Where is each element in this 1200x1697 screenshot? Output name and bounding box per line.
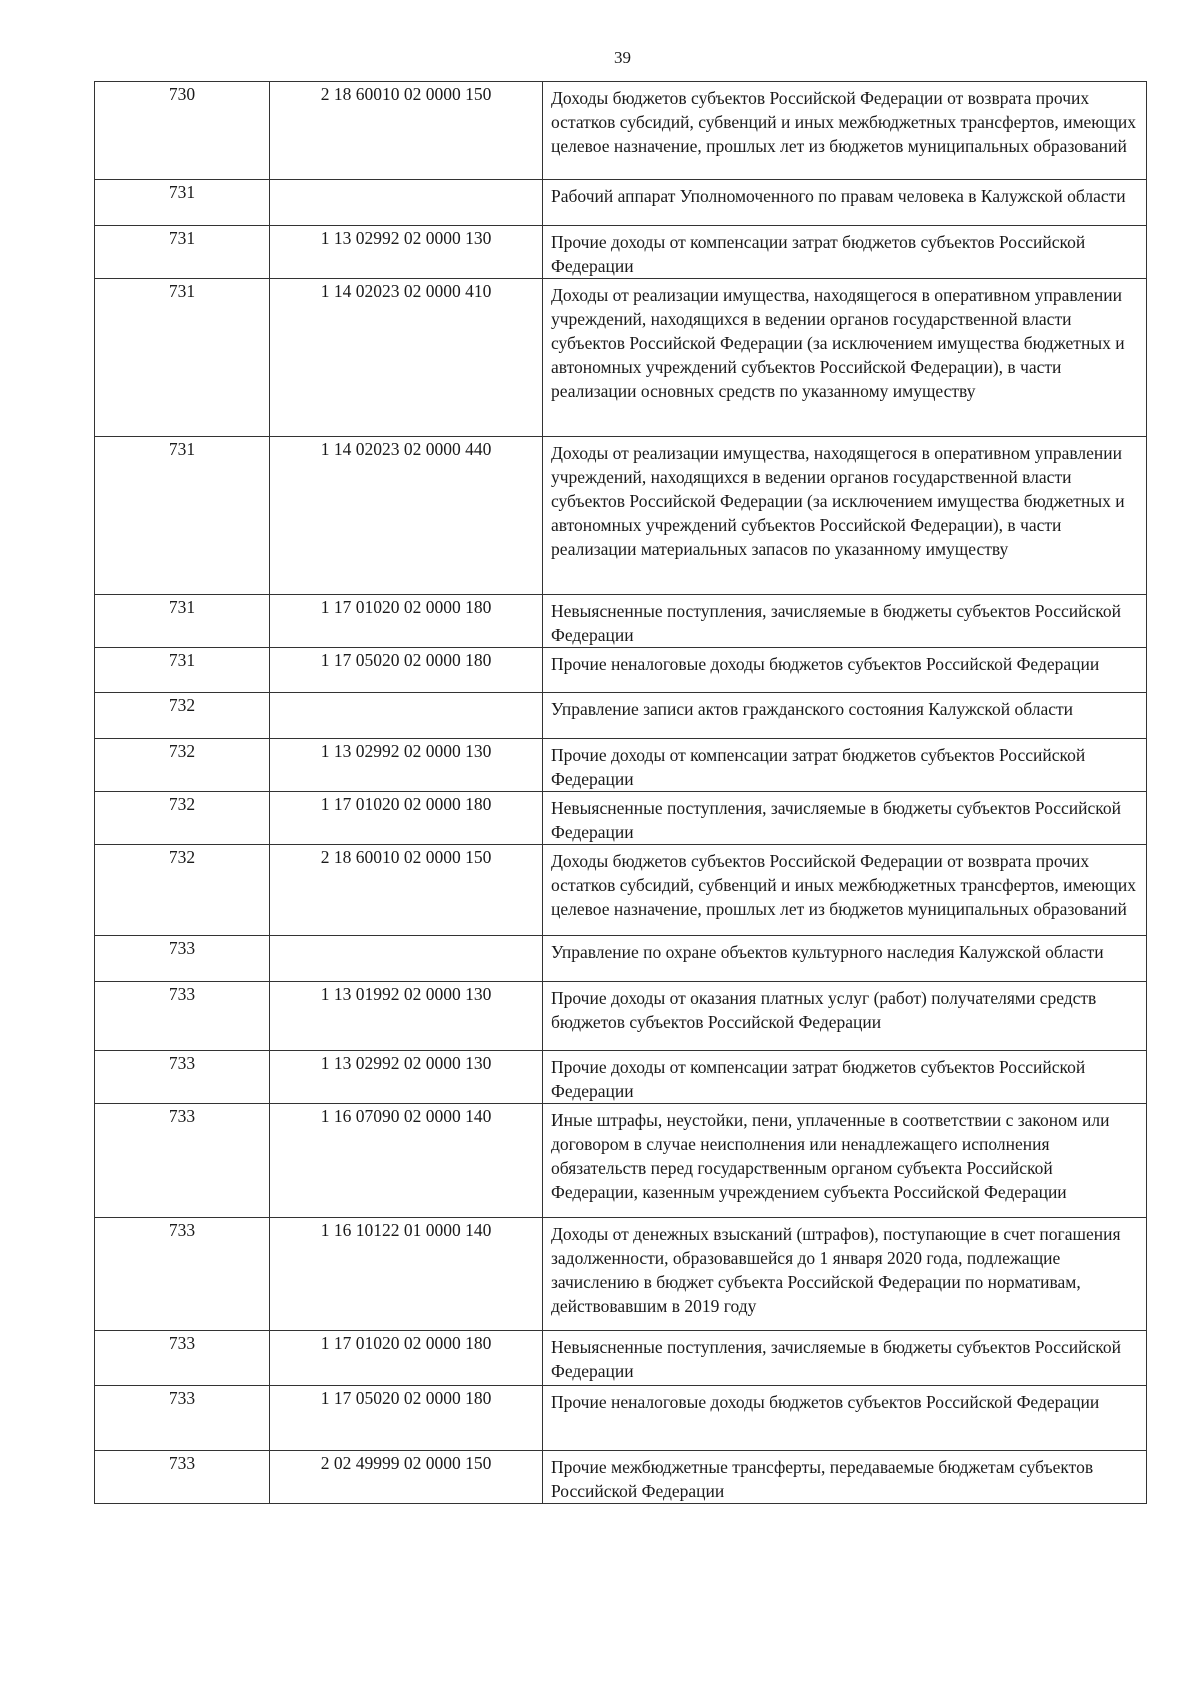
revenue-code-cell [270, 648, 543, 693]
table-row [95, 739, 1147, 792]
table-row [95, 1451, 1147, 1504]
revenue-code-cell [270, 226, 543, 279]
revenue-name-cell-text: Управление записи актов гражданского состояния Калужской области [551, 699, 1074, 719]
admin-code-cell-text: 733 [168, 1220, 196, 1240]
revenue-name-cell [543, 693, 1147, 739]
revenue-code-cell [270, 1386, 543, 1451]
revenue-name-cell-text: Доходы от денежных взысканий (штрафов), поступающие в счет погашения задолженности, образовавшейся до 1 января 2020 года, подлежащие зачислению в бюджет субъекта Российской Федерации по нормативам, действовавшим в 2019 году [551, 1224, 1121, 1316]
admin-code-cell [95, 693, 270, 739]
revenue-name-cell-text: Доходы бюджетов субъектов Российской Федерации от возврата прочих остатков субсидий, субвенций и иных межбюджетных трансфертов, имеющих целевое назначение, прошлых лет из бюджетов муниципальных образований [551, 88, 1136, 156]
admin-code-cell [95, 1104, 270, 1218]
revenue-code-cell-text: 2 02 49999 02 0000 150 [320, 1453, 492, 1473]
admin-code-cell [95, 437, 270, 595]
revenue-code-cell-text: 1 13 02992 02 0000 130 [320, 1053, 492, 1073]
revenue-name-cell [543, 936, 1147, 982]
revenue-name-cell-text: Доходы бюджетов субъектов Российской Федерации от возврата прочих остатков субсидий, субвенций и иных межбюджетных трансфертов, имеющих целевое назначение, прошлых лет из бюджетов муниципальных образований [551, 851, 1136, 919]
admin-code-cell [95, 279, 270, 437]
revenue-name-cell-text: Прочие доходы от компенсации затрат бюджетов субъектов Российской Федерации [551, 232, 1086, 276]
admin-code-cell [95, 1331, 270, 1386]
revenue-name-cell [543, 792, 1147, 845]
admin-code-cell-text: 730 [168, 84, 196, 104]
admin-code-cell-text: 733 [168, 1388, 196, 1408]
table-row [95, 648, 1147, 693]
revenue-code-cell [270, 82, 543, 180]
admin-code-cell [95, 982, 270, 1051]
revenue-name-cell [543, 1331, 1147, 1386]
table-row [95, 1104, 1147, 1218]
revenue-code-cell-text: 2 18 60010 02 0000 150 [320, 847, 492, 867]
revenue-code-cell-text: 1 13 02992 02 0000 130 [320, 741, 492, 761]
revenue-name-cell-text: Невыясненные поступления, зачисляемые в бюджеты субъектов Российской Федерации [551, 1337, 1122, 1381]
revenue-code-cell-text: 1 14 02023 02 0000 440 [320, 439, 492, 459]
admin-code-cell [95, 82, 270, 180]
admin-code-cell-text: 733 [168, 1453, 196, 1473]
revenue-name-cell-text: Прочие межбюджетные трансферты, передаваемые бюджетам субъектов Российской Федерации [551, 1457, 1094, 1501]
revenue-code-cell [270, 1104, 543, 1218]
revenue-code-cell [270, 1451, 543, 1504]
revenue-code-cell-text: 1 13 01992 02 0000 130 [320, 984, 492, 1004]
revenue-code-cell-text: 1 17 01020 02 0000 180 [320, 1333, 492, 1353]
revenue-name-cell-text: Невыясненные поступления, зачисляемые в бюджеты субъектов Российской Федерации [551, 798, 1122, 842]
page-number: 39 [614, 48, 631, 67]
revenue-code-cell-text: 1 16 07090 02 0000 140 [320, 1106, 492, 1126]
revenue-code-cell [270, 1051, 543, 1104]
revenue-code-cell-text: 1 17 01020 02 0000 180 [320, 597, 492, 617]
revenue-name-cell [543, 1104, 1147, 1218]
admin-code-cell-text: 733 [168, 1333, 196, 1353]
revenue-name-cell [543, 226, 1147, 279]
admin-code-cell [95, 936, 270, 982]
revenue-name-cell [543, 279, 1147, 437]
table-row [95, 1051, 1147, 1104]
admin-code-cell-text: 731 [168, 650, 196, 670]
revenue-name-cell-text: Прочие неналоговые доходы бюджетов субъектов Российской Федерации [551, 1392, 1100, 1412]
admin-code-cell-text: 732 [168, 695, 196, 715]
admin-code-cell-text: 731 [168, 439, 196, 459]
revenue-name-cell-text: Прочие доходы от оказания платных услуг (работ) получателями средств бюджетов субъектов Российской Федерации [551, 988, 1097, 1032]
revenue-name-cell [543, 1218, 1147, 1331]
admin-code-cell [95, 1386, 270, 1451]
revenue-name-cell [543, 648, 1147, 693]
admin-code-cell-text: 733 [168, 938, 196, 958]
revenue-code-cell [270, 1331, 543, 1386]
revenue-code-cell [270, 437, 543, 595]
table-row [95, 1218, 1147, 1331]
revenue-code-cell [270, 845, 543, 936]
revenue-code-cell-text: 1 13 02992 02 0000 130 [320, 228, 492, 248]
table-row [95, 693, 1147, 739]
revenue-name-cell [543, 437, 1147, 595]
admin-code-cell-text: 733 [168, 1106, 196, 1126]
admin-code-cell [95, 595, 270, 648]
revenue-name-cell-text: Прочие доходы от компенсации затрат бюджетов субъектов Российской Федерации [551, 745, 1086, 789]
table-row [95, 437, 1147, 595]
revenue-code-cell [270, 982, 543, 1051]
table-row [95, 279, 1147, 437]
admin-code-cell-text: 733 [168, 1053, 196, 1073]
revenue-name-cell-text: Доходы от реализации имущества, находящегося в оперативном управлении учреждений, находящихся в ведении органов государственной власти субъектов Российской Федерации (за исключением имущества бюджетных и автономных учреждений субъектов Российской Федерации), в части реализации основных средств по указанному имуществу [551, 285, 1125, 401]
admin-code-cell-text: 731 [168, 597, 196, 617]
revenue-name-cell [543, 1451, 1147, 1504]
revenue-name-cell [543, 739, 1147, 792]
admin-code-cell [95, 1451, 270, 1504]
revenue-code-cell [270, 1218, 543, 1331]
revenue-name-cell-text: Иные штрафы, неустойки, пени, уплаченные в соответствии с законом или договором в случае неисполнения или ненадлежащего исполнения обязательств перед государственным органом субъекта Российской Федерации, казенным учреждением субъекта Российской Федерации [551, 1110, 1110, 1202]
revenue-name-cell [543, 845, 1147, 936]
revenue-code-cell-text: 1 17 05020 02 0000 180 [320, 1388, 492, 1408]
admin-code-cell [95, 226, 270, 279]
admin-code-cell [95, 1051, 270, 1104]
admin-code-cell [95, 648, 270, 693]
revenue-name-cell [543, 982, 1147, 1051]
revenue-code-cell-text: 2 18 60010 02 0000 150 [320, 84, 492, 104]
revenue-code-cell-text: 1 17 05020 02 0000 180 [320, 650, 492, 670]
table-row [95, 180, 1147, 226]
table-row [95, 226, 1147, 279]
admin-code-cell-text: 732 [168, 741, 196, 761]
revenue-name-cell [543, 82, 1147, 180]
revenue-name-cell-text: Прочие доходы от компенсации затрат бюджетов субъектов Российской Федерации [551, 1057, 1086, 1101]
revenue-name-cell-text: Невыясненные поступления, зачисляемые в бюджеты субъектов Российской Федерации [551, 601, 1122, 645]
table-row [95, 1331, 1147, 1386]
revenue-code-cell-text: 1 17 01020 02 0000 180 [320, 794, 492, 814]
revenue-code-cell-text: 1 14 02023 02 0000 410 [320, 281, 492, 301]
admin-code-cell-text: 732 [168, 847, 196, 867]
revenue-name-cell [543, 1386, 1147, 1451]
revenue-code-cell [270, 180, 543, 226]
admin-code-cell-text: 731 [168, 281, 196, 301]
admin-code-cell-text: 733 [168, 984, 196, 1004]
table-row [95, 936, 1147, 982]
revenue-code-cell-text: 1 16 10122 01 0000 140 [320, 1220, 492, 1240]
admin-code-cell-text: 731 [168, 182, 196, 202]
admin-code-cell [95, 845, 270, 936]
admin-code-cell-text: 731 [168, 228, 196, 248]
table-row [95, 845, 1147, 936]
revenue-name-cell [543, 180, 1147, 226]
revenue-name-cell-text: Рабочий аппарат Уполномоченного по правам человека в Калужской области [551, 186, 1126, 206]
table-row [95, 982, 1147, 1051]
revenue-name-cell-text: Доходы от реализации имущества, находящегося в оперативном управлении учреждений, находящихся в ведении органов государственной власти субъектов Российской Федерации (за исключением имущества бюджетных и автономных учреждений субъектов Российской Федерации), в части реализации материальных запасов по указанному имуществу [551, 443, 1125, 559]
table-row [95, 1386, 1147, 1451]
revenue-name-cell [543, 1051, 1147, 1104]
admin-code-cell [95, 180, 270, 226]
revenue-code-cell [270, 792, 543, 845]
table-row [95, 82, 1147, 180]
revenue-name-cell-text: Прочие неналоговые доходы бюджетов субъектов Российской Федерации [551, 654, 1100, 674]
budget-codes-table [94, 81, 1147, 1504]
admin-code-cell [95, 739, 270, 792]
table-body [95, 82, 1147, 1504]
revenue-code-cell [270, 595, 543, 648]
admin-code-cell-text: 732 [168, 794, 196, 814]
revenue-name-cell [543, 595, 1147, 648]
revenue-name-cell-text: Управление по охране объектов культурного наследия Калужской области [551, 942, 1104, 962]
table-row [95, 792, 1147, 845]
admin-code-cell [95, 1218, 270, 1331]
revenue-code-cell [270, 693, 543, 739]
revenue-code-cell [270, 279, 543, 437]
revenue-code-cell [270, 936, 543, 982]
admin-code-cell [95, 792, 270, 845]
revenue-code-cell [270, 739, 543, 792]
table-row [95, 595, 1147, 648]
